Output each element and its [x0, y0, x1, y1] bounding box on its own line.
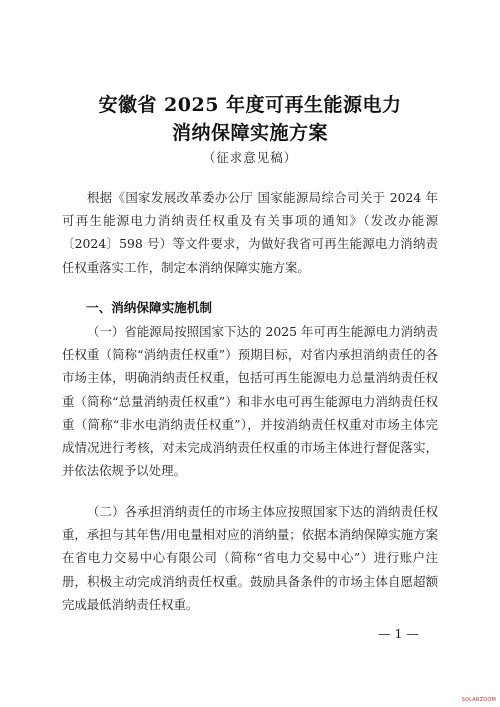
page-number: — 1 — [378, 626, 419, 641]
document-title-line1: 安徽省 2025 年度可再生能源电力 [98, 94, 402, 116]
section-heading: 一、消纳保障实施机制 [86, 300, 212, 315]
watermark: SOLARZOOM [461, 697, 496, 703]
paragraph-item-1: （一）省能源局按照国家下达的 2025 年可再生能源电力消纳责任权重（简称“消纳责任权重”）预期目标，对省内承担消纳责任的各市场主体，明确消纳责任权重，包括可再生能源电力总量消纳责任权重（简称“总量消纳责任权重”）和非水电可再生能源电力消纳责任权重（简称“非水电消纳责任权重”），并按消纳责任权重对市场主体完成情况进行考核，对未完成消纳责任权重的市场主体进行督促落实，并依法依规予以处理。 [62, 324, 438, 479]
paragraph-item-2: （二）各承担消纳责任的市场主体应按照国家下达的消纳责任权重，承担与其年售/用电量相对应的消纳量；依据本消纳保障实施方案在省电力交易中心有限公司（简称“省电力交易中心”）进行账户注册，积极主动完成消纳责任权重。鼓励具备条件的市场主体自愿超额完成最低消纳责任权重。 [62, 504, 438, 612]
document-title-line2: 消纳保障实施方案 [171, 122, 328, 144]
intro-paragraph: 根据《国家发展改革委办公厅 国家能源局综合司关于 2024 年可再生能源电力消纳责任权重及有关事项的通知》（发改办能源〔2024〕598 号）等文件要求，为做好我省可再生能源电力消纳责任权重落实工作，制定本消纳保障实施方案。 [62, 190, 438, 275]
document-subtitle: （征求意见稿） [202, 150, 298, 165]
